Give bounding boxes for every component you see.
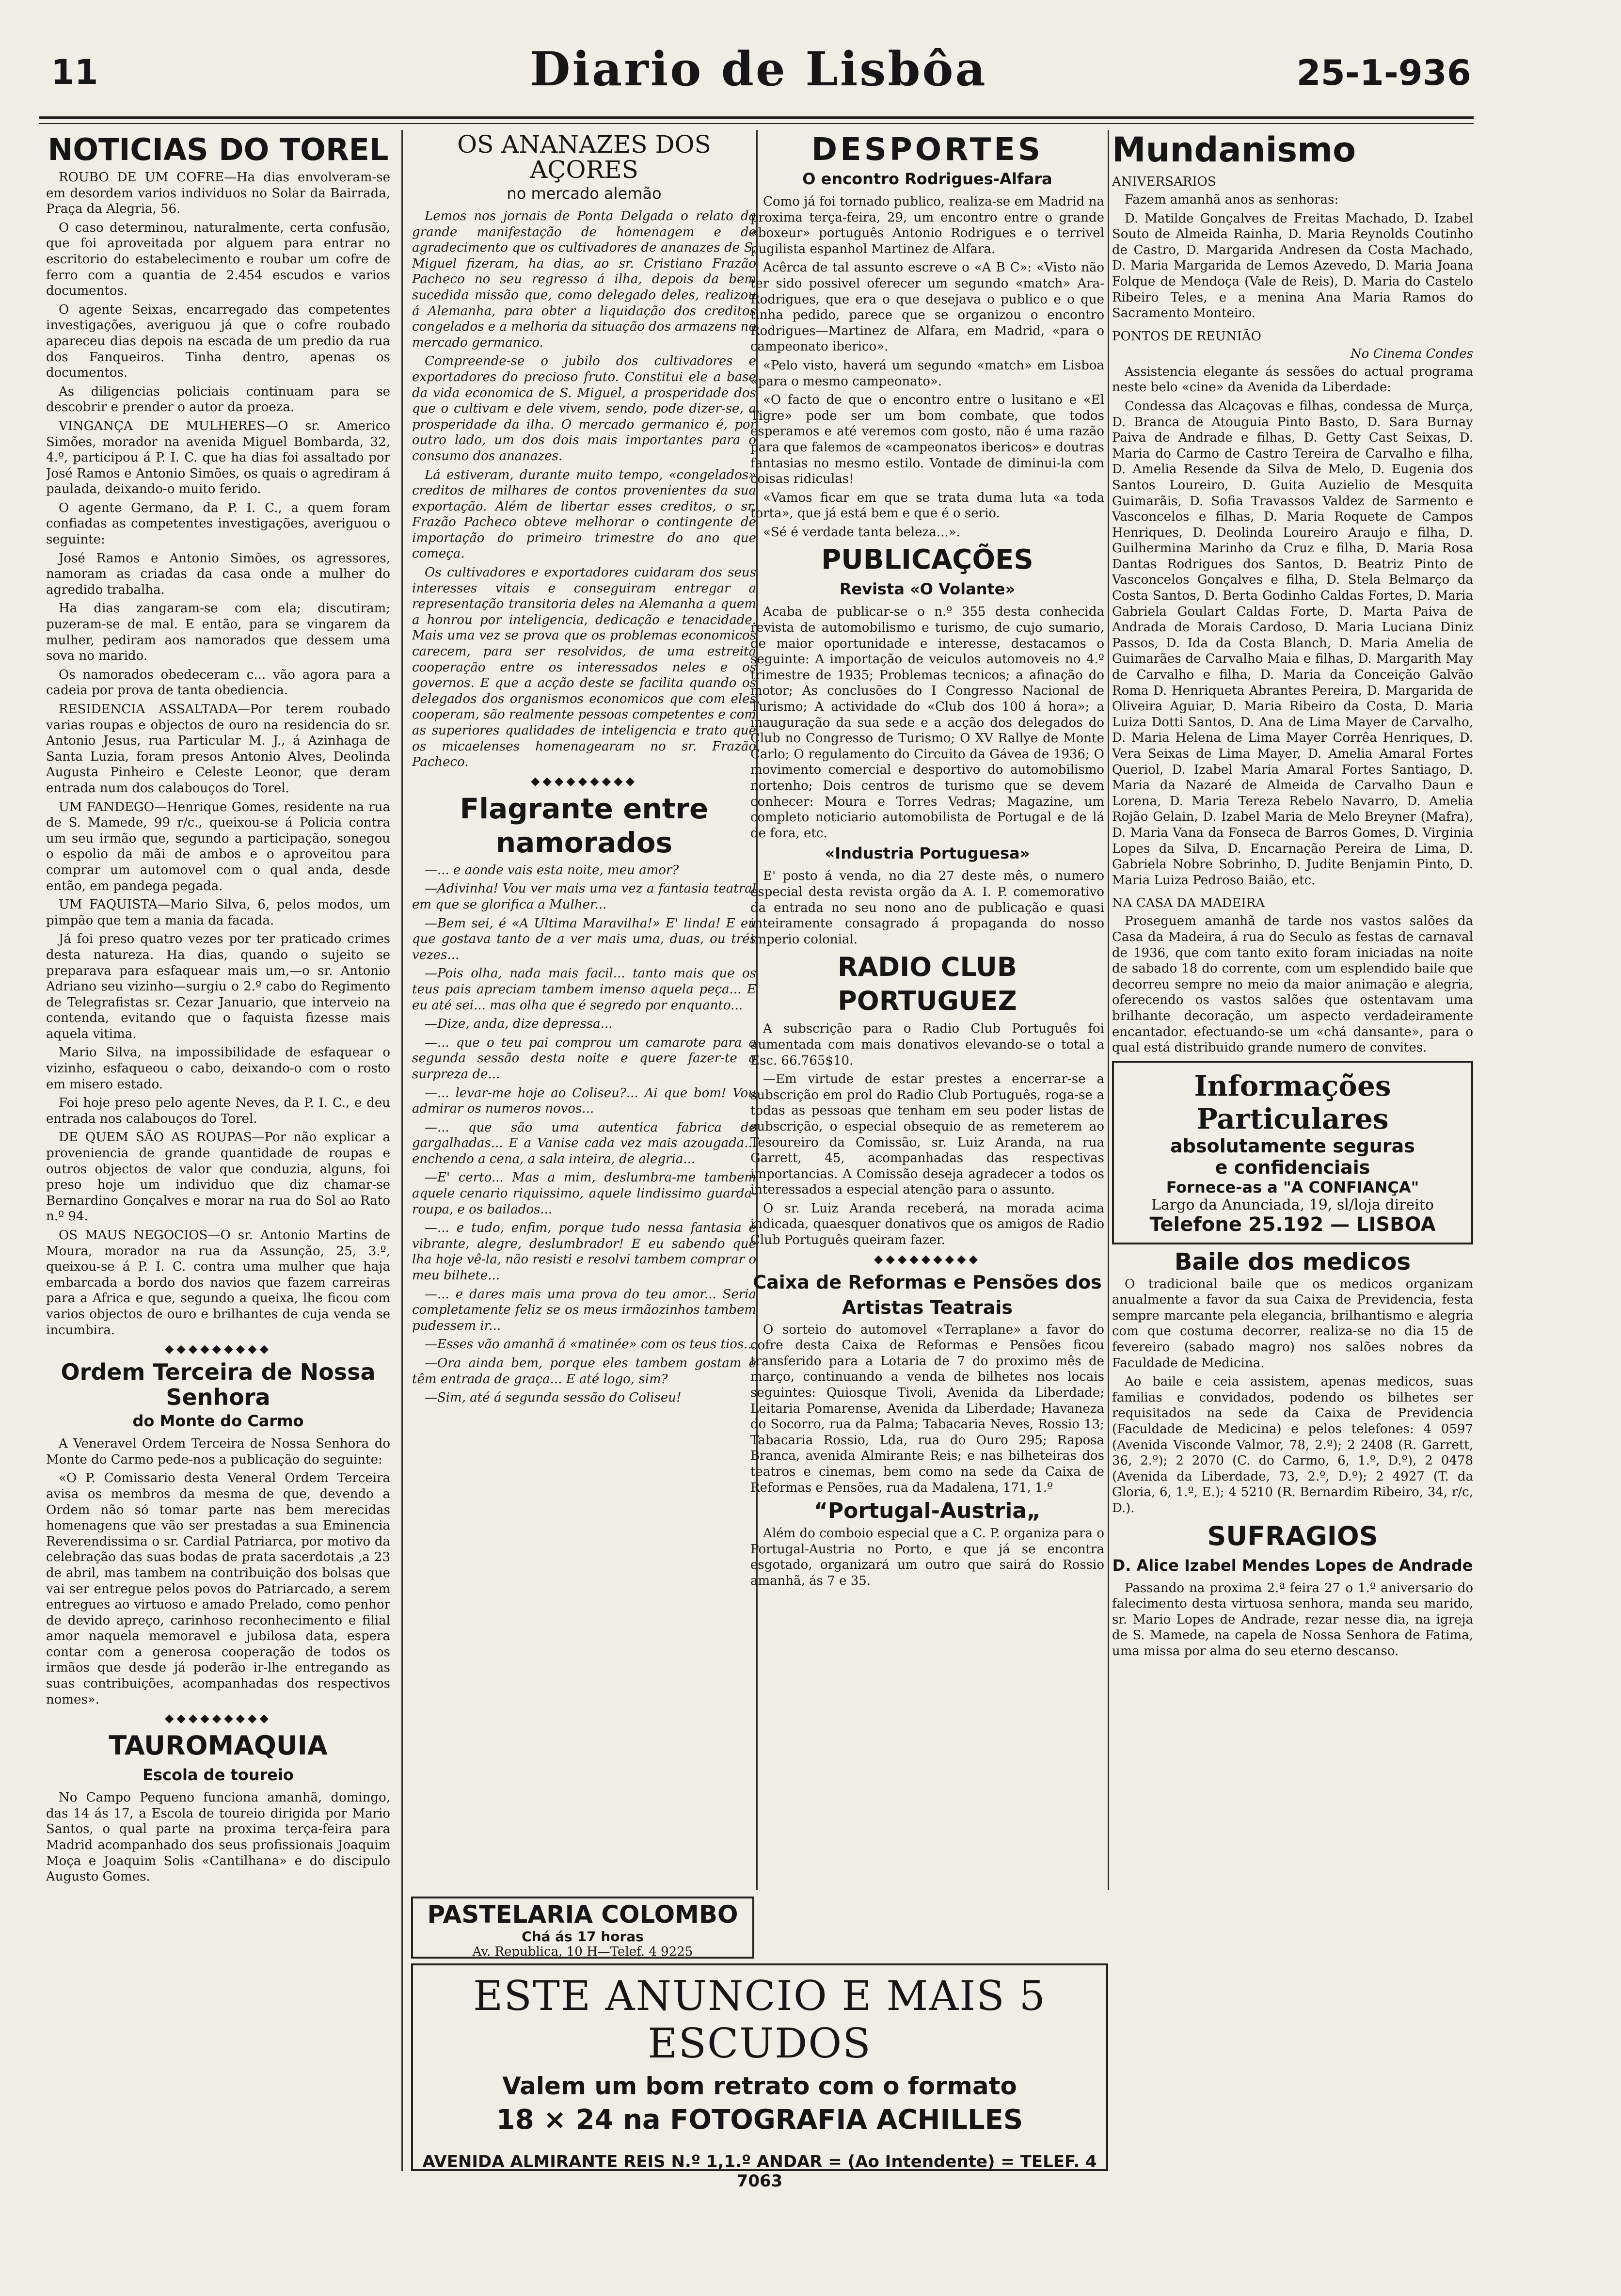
ordem-subtitle: do Monte do Carmo [132, 1412, 304, 1431]
paragraph: —Ora ainda bem, porque eles tambem gostam e têm entrada de graça... E até logo, sim? [412, 1356, 756, 1387]
torel-article [46, 170, 390, 1338]
paragraph: «Pelo visto, haverá um segundo «match» em Lisboa «para o mesmo campeonato». [750, 358, 1104, 389]
informacoes-line5: Telefone 25.192 — LISBOA [1149, 1213, 1436, 1236]
ad-headline: ESTE ANUNCIO E MAIS 5 ESCUDOS [473, 1972, 1046, 2067]
madeira-heading: NA CASA DA MADEIRA [1112, 896, 1265, 911]
paragraph: «Vamos ficar em que se trata duma luta «a toda torta», que já está bem e que é o serio. [750, 490, 1104, 521]
paragraph: Compreende-se o jubilo dos cultivadores e exportadores do precioso fruto. Constitui ele a base da vida economica de S. Miguel, a prosperidade dos que o cultivam e dele vivem, sendo, pode dizer-se, a prosperidade da ilha. O mercado germanico é, por outro lado, um dos dois mais importantes para o consumo dos ananazes. [412, 354, 756, 463]
column-rule [401, 130, 403, 2171]
paragraph: O tradicional baile que os medicos organizam anualmente a favor da sua Caixa de Previdencia, festa sempre marcante pela elegancia, brilhantismo e alegria com que costuma decorrer, realiza-se no dia 15 de fevereiro (sabado magro) nos salões nobres da Faculdade de Medicina. [1112, 1276, 1473, 1371]
paragraph: Acêrca de tal assunto escreve o «A B C»: «Visto não ter sido possivel oferecer um segundo «match» Ara-Rodrigues, que era o que desejava o publico e o que tinha pedido, parece que se organizou o encontro Rodrigues—Martinez de Alfara, em Madrid, «para o campeonato iberico». [750, 260, 1104, 354]
paragraph: O caso determinou, naturalmente, certa confusão, que foi aproveitada por alguem para entrar no escritorio do estabelecimento e roubar um cofre de ferro com a quantia de 2.454 escudos e varios documentos. [46, 220, 390, 299]
ad-line3: 18 × 24 na FOTOGRAFIA ACHILLES [496, 2104, 1023, 2136]
sufragios-subtitle: D. Alice Izabel Mendes Lopes de Andrade [1112, 1556, 1473, 1575]
separator: ◆◆◆◆◆◆◆◆◆ [164, 1711, 272, 1725]
torel-title: NOTICIAS DO TOREL [48, 132, 389, 167]
paragraph: As diligencias policiais continuam para se descobrir e prender o autor da proeza. [46, 384, 390, 415]
paragraph: —... e tudo, enfim, porque tudo nessa fantasia é vibrante, alegre, deslumbrador! E eu sabendo que lha hoje vê-la, não resisti e resolvi tambem comprar o meu bilhete... [412, 1221, 756, 1283]
informacoes-title: Informações Particulares [1194, 1069, 1391, 1135]
tauromaquia-title: TAUROMAQUIA [109, 1730, 328, 1761]
masthead-rule [39, 116, 1474, 124]
aniversarios-heading: ANIVERSARIOS [1112, 175, 1216, 189]
separator: ◆◆◆◆◆◆◆◆◆ [874, 1252, 981, 1266]
paragraph: —Sim, até á segunda sessão do Coliseu! [425, 1390, 682, 1405]
mundanismo-title: Mundanismo [1112, 130, 1356, 170]
fotografia-achilles-ad [411, 1963, 1108, 2191]
radio-title: RADIO CLUB PORTUGUEZ [837, 952, 1017, 1017]
paragraph: —Bem sei, é «A Ultima Maravilha!» E' linda! E eu que gostava tanto de a ver mais uma, duas, ou trés vezes... [412, 916, 756, 962]
flagrante-title: Flagrante entre namorados [460, 792, 709, 859]
paragraph: —... e aonde vais esta noite, meu amor? [425, 862, 679, 877]
paragraph: «Sé é verdade tanta beleza...». [763, 525, 960, 540]
tauromaquia-subtitle: Escola de toureio [143, 1766, 294, 1785]
paragraph: E' posto á venda, no dia 27 deste mês, o numero especial desta revista orgão da A. I. P. comemorativo da entrada no seu nono ano de publicação e quasi inteiramente consagrado á propaganda do nosso imperio colonial. [750, 869, 1104, 947]
column-3 [750, 130, 1104, 1945]
paragraph: O agente Germano, da P. I. C., a quem foram confiadas as competentes investigações, averiguou o seguinte: [46, 500, 390, 547]
column-2 [412, 130, 756, 1945]
paragraph: —Pois olha, nada mais facil... tanto mais que os teus pais apreciam tambem imenso aquela peça... E eu até sei... mas olha que é segredo por enquanto... [412, 966, 756, 1013]
informacoes-line2: e confidenciais [1215, 1156, 1370, 1178]
paragraph: Lá estiveram, durante muito tempo, «congelados» creditos de milhares de contos provenientes da sua exportação. Além de libertar esses creditos, o sr. Frazão Pacheco obteve melhorar o contingente de importação do primeiro trimestre do ano que começa. [412, 467, 756, 561]
paragraph: Além do comboio especial que a C. P. organiza para o Portugal-Austria no Porto, e que já se encontra esgotado, organizará um outro que sairá do Rossio amanhã, ás 7 e 35. [750, 1526, 1104, 1588]
pontos-subheading: No Cinema Condes [1350, 346, 1473, 361]
informacoes-line1: absolutamente seguras [1170, 1135, 1415, 1157]
desportes-title: DESPORTES [811, 132, 1044, 168]
paragraph: «O facto de que o encontro entre o lusitano e «El Tigre» pode ser um bom combate, que todos esperamos e até veremos com gosto, não é uma razão para que falemos de «campeonatos ibericos» e doutras fantasias no mesmo estilo. Vontade de diminui-la com coisas ridiculas! [750, 393, 1104, 487]
column-4 [1112, 130, 1473, 2171]
publicacoes-subtitle: Revista «O Volante» [839, 580, 1016, 599]
paragraph: D. Matilde Gonçalves de Freitas Machado, D. Izabel Souto de Almeida Rainha, D. Maria Reynolds Coutinho de Castro, D. Margarida Andresen da Costa Machado, D. Maria Margarida de Lemos Azevedo, D. Maria Joana Folque de Mendoça (Vale de Reis), D. Maria do Castelo Ribeiro Teles, e a menina Ana Maria Ramos do Sacramento Monteiro. [1112, 211, 1473, 321]
column-rule [1108, 130, 1109, 1890]
ad-address: AVENIDA ALMIRANTE REIS N.º 1,1.º ANDAR = (Ao Intendente) = TELEF. 4 7063 [422, 2152, 1097, 2191]
ananazes-title: OS ANANAZES DOS AÇORES [457, 130, 711, 184]
paragraph: UM FAQUISTA—Mario Silva, 6, pelos modos, um pimpão que tem a mania da facada. [46, 897, 390, 928]
paragraph: A subscrição para o Radio Club Português foi aumentada com mais donativos elevando-se o total a Esc. 66.765$10. [750, 1021, 1104, 1068]
masthead [46, 38, 1471, 111]
pontos-heading: PONTOS DE REUNIÃO [1112, 329, 1261, 344]
pastelaria-colombo-ad [411, 1897, 754, 1959]
paragraph: —Esses vão amanhã á «matinée» com os teus tios... [425, 1337, 756, 1352]
issue-date: 25-1-936 [1296, 52, 1471, 93]
paragraph: —Adivinha! Vou ver mais uma vez a fantasia teatral em que se glorifica a Mulher... [412, 881, 756, 912]
paragraph: José Ramos e Antonio Simões, os agressores, namoram as criadas da casa onde a mulher do agredido trabalha. [46, 551, 390, 597]
paragraph: Proseguem amanhã de tarde nos vastos salões da Casa da Madeira, á rua do Seculo as festas de carnaval de 1936, que com tanto exito foram iniciadas na noite de sabado 18 do corrente, com um esplendido baile que decorreu sempre no meio da maior animação e alegria, oferecendo os vastos salões que ostentavam uma brilhante decoração, um aspecto verdadeiramente encantador. efectuando-se um «chá dansante», para o qual está distribuido grande numero de convites. [1112, 914, 1473, 1055]
paragraph: —... que são uma autentica fabrica de gargalhadas... E a Vanise cada vez mais azougada... enchendo a cena, a sala inteira, de alegria... [412, 1120, 756, 1166]
paragraph: O sr. Luiz Aranda receberá, na morada acima indicada, quaesquer donativos que os amigos de Radio Club Português queiram fazer. [750, 1201, 1104, 1248]
publicacoes-title: PUBLICAÇÕES [821, 544, 1033, 576]
sufragios-title: SUFRAGIOS [1207, 1520, 1378, 1551]
desportes-subtitle: O encontro Rodrigues-Alfara [802, 170, 1052, 188]
paragraph: —... e dares mais uma prova do teu amor... Seria completamente feliz se os meus irmãozinhos tambem pudessem ir... [412, 1287, 756, 1333]
publicacoes-subtitle-2: «Industria Portuguesa» [825, 844, 1030, 863]
paragraph: Os cultivadores e exportadores cuidaram dos seus interesses vitais e conseguiram entregar a representação transitoria deles na Alemanha a quem a honrou por inteligencia, dedicação e tenacidade. Mais uma vez se prova que os problemas economicos carecem, para ser resolvidos, de uma estreita cooperação entre os interessados neles e os governos. E que a acção deste se facilita quando os delegados dos organismos economicos que com eles cooperam, são realmente pessoas competentes e com as superiores qualidades de inteligencia e trato que os micaelenses homenagearam no sr. Frazão Pacheco. [412, 565, 756, 770]
paragraph: Acaba de publicar-se o n.º 355 desta conhecida revista de automobilismo e turismo, de cujo sumario, de maior oportunidade e interesse, destacamos o seguinte: A importação de veiculos automoveis no 4.º trimestre de 1935; Problemas tecnicos; a afinação do motor; As conclusões do I Congresso Nacional de Turismo; A actividade do «Club dos 100 á hora»; a inauguração da sua sede e a acção dos delegados do Club no Congresso de Turismo; O XV Rallye de Monte Carlo; O regulamento do Circuito da Gávea de 1936; O movimento comercial e desportivo do automobilismo nortenho; Dois centros de turismo que se devem conhecer: Moura e Torres Vedras; Magazine, um completo noticiario automobilista de Portugal e de lá de fora, etc. [750, 605, 1104, 841]
separator: ◆◆◆◆◆◆◆◆◆ [530, 774, 638, 788]
paragraph: A Veneravel Ordem Terceira de Nossa Senhora do Monte do Carmo pede-nos a publicação do seguinte: [46, 1436, 390, 1467]
paragraph: No Campo Pequeno funciona amanhã, domingo, das 14 ás 17, a Escola de toureio dirigida por Mario Santos, o qual parte na proxima terça-feira para Madrid acompanhado dos seus profissionais Joaquim Moça e Joaquim Solis «Cantilhana» e do discipulo Augusto Gomes. [46, 1790, 390, 1884]
paragraph: O agente Seixas, encarregado das competentes investigações, averiguou já que o cofre roubado apareceu dias depois na escada de um predio da rua dos Fanqueiros. Tinha dentro, apenas os documentos. [46, 302, 390, 381]
paragraph: Ha dias zangaram-se com ela; discutiram; puzeram-se de mal. E então, para se vingarem da mulher, pediram aos namorados que dessem uma sova no marido. [46, 601, 390, 664]
paragraph: «O P. Comissario desta Veneral Ordem Terceira avisa os membros da mesma de que, devendo a Ordem não só tomar parte nas bem merecidas homenagens que vão ser prestadas a sua Eminencia Reverendissima o sr. Cardial Patriarca, por motivo da celebração das suas bodas de prata sacerdotais ,a 23 de abril, mas tambem na contribuição dos bolsas que vai ser entregue pelos povos do Patriarcado, a serem entregues ao virtuoso e amado Prelado, como penhor de devido apreço, carinhoso reconhecimento e filial amor naquela memoravel e jubilosa data, espera contar com a generosa cooperação de todos os irmãos que desde já poderão ir-lhe entregando as suas contribuições, acompanhadas dos respectivos nomes». [46, 1471, 390, 1707]
paragraph: Assistencia elegante ás sessões do actual programa neste belo «cine» da Avenida da Liberdade: [1112, 364, 1473, 395]
ordem-title: Ordem Terceira de Nossa Senhora [61, 1359, 376, 1411]
paragraph: Já foi preso quatro vezes por ter praticado crimes desta natureza. Ha dias, quando o sujeito se preparava para esfaquear mais um,—o sr. Antonio Adriano seu vizinho—surgiu o 2.º cabo do Regimento de Telegrafistas sr. Cezar Januario, que interveio na contenda, evitando que o faquista fizesse mais aquela vitima. [46, 932, 390, 1041]
column-1 [46, 130, 390, 2171]
separator: ◆◆◆◆◆◆◆◆◆ [164, 1342, 272, 1356]
paragraph: —Dize, anda, dize depressa... [425, 1017, 613, 1032]
pastelaria-line1: Chá ás 17 horas [522, 1929, 644, 1945]
paragraph: Passando na proxima 2.ª feira 27 o 1.º aniversario do falecimento desta virtuosa senhora, manda seu marido, sr. Mario Lopes de Andrade, rezar nesse dia, na igreja de S. Mamede, na capela de Nossa Senhora de Fatima, uma missa por alma do seu eterno descanso. [1112, 1580, 1473, 1658]
paragraph: UM FANDEGO—Henrique Gomes, residente na rua de S. Mamede, 99 r/c., queixou-se á Policia contra um seu irmão que, segundo a participação, sonegou o espolio da mãi de ambos e o aproveitou para comprar um automovel com o qual anda, desde então, em pandega pegada. [46, 799, 390, 893]
paragraph: Os namorados obedeceram c... vão agora para a cadeia por prova de tanta obediencia. [46, 667, 390, 698]
paragraph: —E' certo... Mas a mim, deslumbra-me tambem aquele cenario riquissimo, aquele lindissimo guarda-roupa, e os bailados... [412, 1170, 756, 1217]
ananazes-subtitle: no mercado alemão [507, 184, 662, 203]
paragraph: Lemos nos jornais de Ponta Delgada o relato da grande manifestação de homenagem e de agradecimento que os cultivadores de ananazes de S. Miguel fizeram, ha dias, ao sr. Cristiano Frazão Pacheco no seu regresso á ilha, depois da bem sucedida missão que, como delegado deles, realizou á Alemanha, para obter a liquidação dos creditos congelados e a melhoria da situação dos armazens no mercado germanico. [412, 209, 756, 350]
paragraph: ROUBO DE UM COFRE—Ha dias envolveram-se em desordem varios individuos no Solar da Bairrada, Praça da Alegria, 56. [46, 170, 390, 217]
newspaper-title: Diario de Lisbôa [530, 42, 987, 96]
paragraph: Fazem amanhã anos as senhoras: [1125, 192, 1339, 207]
caixa-title: Caixa de Reformas e Pensões dos Artistas Teatrais [753, 1271, 1102, 1318]
paragraph: Foi hoje preso pelo agente Neves, da P. I. C., e deu entrada nos calabouços do Torel. [46, 1096, 390, 1126]
paragraph: OS MAUS NEGOCIOS—O sr. Antonio Martins de Moura, morador na rua da Assunção, 25, 3.º, queixou-se á P. I. C. contra uma mulher que haja embarcada a bordo dos navios que fazem carreiras para a Africa e que, segundo a queixa, lhe ficou com varios objectos de ouro e brilhantes de cuja venda se incumbira. [46, 1228, 390, 1338]
page-number: 11 [51, 52, 98, 92]
paragraph: DE QUEM SÃO AS ROUPAS—Por não explicar a proveniencia de grande quantidade de roupas e outros objectos de valor que conduzia, alguns, foi preso hoje um individuo que diz chamar-se Bernardino Gonçalves e morar na rua do Sol ao Rato n.º 94. [46, 1130, 390, 1224]
portugal-austria-title: “Portugal-Austria„ [814, 1499, 1041, 1524]
paragraph: RESIDENCIA ASSALTADA—Por terem roubado varias roupas e objectos de ouro na residencia do sr. Antonio Jesus, rua Particular M. J., á Azinhaga de Santa Luzia, foram presos Antonio Alves, Deolinda Augusta Pinheiro e Celeste Leonor, que deram entrada num dos calabouços do Torel. [46, 702, 390, 796]
paragraph: Condessa das Alcaçovas e filhas, condessa de Murça, D. Branca de Atouguia Pinto Basto, D. Sara Burnay Paiva de Andrade e filhas, D. Getty Cast Seixas, D. Maria do Carmo de Castro Tereira de Carvalho e filha, D. Amelia Resende da Silva de Melo, D. Eugenia dos Santos Loureiro, D. Guita Auzielio de Mesquita Guimarãis, D. Sofia Travassos Valdez de Sarmento e Vasconcelos e filhas, D. Maria Roquete de Campos Henriques, D. Deolinda Loureiro Araujo e filha, D. Guilhermina Marinho da Cruz e filha, D. Maria Rosa Dantas Rodrigues dos Santos, D. Beatriz Pinto de Vasconcelos Gonçalves e filha, D. Stela Belmarço da Costa Santos, D. Berta Godinho Caldas Fortes, D. Maria Gabriela Goulart Caldas Forte, D. Marta Paiva de Andrada de Morais Cardoso, D. Maria Luciana Diniz Passos, D. Ida da Costa Blanch, D. Maria Amelia de Guimarães de Carvalho Maia e filhas, D. Margarith May de Carvalho e filha, D. Maria da Conceição Galvão Roma D. Henriqueta Abrantes Pereira, D. Margarida de Oliveira Aguiar, D. Maria Ribeiro da Costa, D. Maria Luiza Dotti Santos, D. Ana de Lima Mayer de Carvalho, D. Maria Helena de Lima Mayer Corrêa Henriques, D. Vera Seixas de Lima Mayer, D. Amelia Amaral Fortes Queriol, D. Izabel Maria Amaral Fortes Santiago, D. Maria da Nazaré de Almeida de Carvalho Daun e Lorena, D. Maria Tereza Rebelo Navarro, D. Amelia Rojão Gelain, D. Izabel Maria de Melo Breyner (Mafra), D. Maria Vana da Fonseca de Barros Gomes, D. Virginia Lopes da Silva, D. Encarnação Pereira de Lima, D. Gabriela Nobre Sobrinho, D. Judite Benjamin Pinto, D. Maria Luiza Pedroso Baião, etc. [1112, 399, 1473, 888]
scan-edge-shadow [0, 0, 39, 2296]
paragraph: Mario Silva, na impossibilidade de esfaquear o vizinho, esfaqueou o cabo, deixando-o com o rosto em misero estado. [46, 1045, 390, 1092]
paragraph: Ao baile e ceia assistem, apenas medicos, suas familias e convidados, podendo os bilhetes ser requisitados na sede da Caixa de Previdencia (Faculdade de Medicina) e pelos telefones: 4 0597 (Avenida Visconde Valmor, 78, 2.º); 2 2408 (R. Garrett, 36, 2.º); 2 2070 (C. do Carmo, 6, 1.º, D.º), 2 0478 (Avenida da Liberdade, 73, 2.º, D.º); 2 4927 (T. da Gloria, 6, 1.º, E.); 4 5210 (R. Bernardim Ribeiro, 34, r/c, D.). [1112, 1374, 1473, 1515]
paragraph: O sorteio do automovel «Terraplane» a favor do cofre desta Caixa de Reformas e Pensões ficou transferido para a Lotaria de 7 do proximo mês de março, continuando a venda de bilhetes nos locais seguintes: Quiosque Tivoli, Avenida da Liberdade; Leitaria Pomarense, Avenida da Liberdade; Havaneza do Socorro, rua da Palma; Tabacaria Neves, Rossio 13; Tabacaria Rossio, Lda, rua do Ouro 295; Raposa Branca, avenida Almirante Reis; e nas bilheteiras dos teatros e cinemas, bem como na sede da Caixa de Reformas e Pensões, rua da Madalena, 171, 1.º [750, 1322, 1104, 1495]
paragraph: —... levar-me hoje ao Coliseu?... Ai que bom! Vou admirar os numeros novos... [412, 1085, 756, 1116]
paragraph: VINGANÇA DE MULHERES—O sr. Americo Simões, morador na avenida Miguel Bombarda, 32, 4.º, participou á P. I. C. que ha dias foi assaltado por José Ramos e Antonio Simões, os quais o agrediram á paulada, deixando-o muito ferido. [46, 418, 390, 497]
informacoes-line3: Fornece-as a "A CONFIANÇA" [1166, 1178, 1419, 1196]
pastelaria-line2: Av. Republica, 10 H—Telef. 4 9225 [472, 1945, 693, 1959]
ad-line2: Valem um bom retrato com o formato [502, 2072, 1017, 2100]
informacoes-line4: Largo da Anunciada, 19, sl/loja direito [1151, 1196, 1434, 1213]
baile-title: Baile dos medicos [1174, 1248, 1411, 1276]
paragraph: —... que o teu pai comprou um camarote para a segunda sessão desta noite e quere fazer-te a surpreza de... [412, 1035, 756, 1082]
pastelaria-title: PASTELARIA COLOMBO [427, 1900, 738, 1929]
paragraph: —Em virtude de estar prestes a encerrar-se a subscrição em prol do Radio Club Português, roga-se a todas as pessoas que tenham em seu poder listas de subscrição, o especial obsequio de as remeterem ao Tesoureiro da Comissão, sr. Luiz Aranda, na rua Garrett, 45, acompanhadas das respectivas importancias. A Comissão deseja agradecer a todos os interessados a especial atenção para o assunto. [750, 1072, 1104, 1197]
informacoes-ad [1112, 1061, 1473, 1244]
paragraph: Como já foi tornado publico, realiza-se em Madrid na proxima terça-feira, 29, um encontro entre o grande «boxeur» português Antonio Rodrigues e o terrivel pugilista espanhol Martinez de Alfara. [750, 194, 1104, 256]
